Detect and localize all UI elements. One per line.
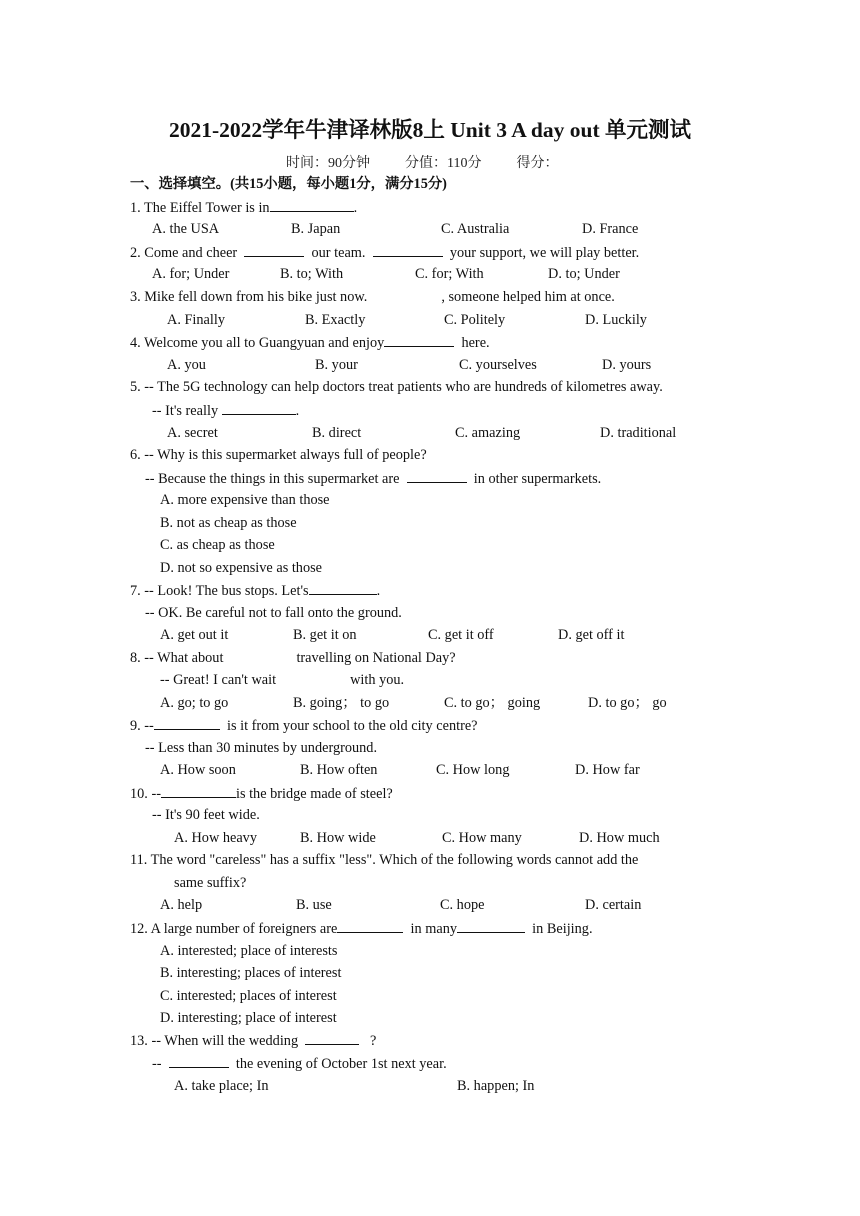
option-a: A. take place; In <box>174 1078 269 1094</box>
option-b: B. interesting; places of interest <box>160 965 342 981</box>
question-stem: in Beijing. <box>532 921 593 937</box>
answer-blank <box>244 243 304 257</box>
option-c: C. yourselves <box>459 357 537 373</box>
question-stem: -- <box>152 1056 162 1072</box>
question-13-reply <box>152 1054 447 1073</box>
question-6: 6. -- Why is this supermarket always full of people? <box>130 447 427 463</box>
question-stem: our team. <box>311 245 366 261</box>
option-c: C. to go； going <box>444 695 541 711</box>
question-stem: -- Great! I can't wait <box>160 672 277 688</box>
option-d: D. How much <box>579 830 660 846</box>
option-b: B. to; With <box>280 266 344 282</box>
option-d: D. yours <box>602 357 652 373</box>
question-stem: here. <box>461 335 490 351</box>
option-c: C. How long <box>436 762 510 778</box>
question-stem: . <box>353 200 358 216</box>
option-a: A. help <box>160 897 203 913</box>
option-b: B. get it on <box>293 627 357 643</box>
question-stem: 2. Come and cheer <box>130 245 238 261</box>
question-4 <box>130 333 490 352</box>
question-10-reply: -- It's 90 feet wide. <box>152 807 260 823</box>
question-7 <box>130 581 380 600</box>
option-a: A. you <box>167 357 206 373</box>
option-c: C. for; With <box>415 266 484 282</box>
question-12 <box>130 919 593 938</box>
option-d: D. to; Under <box>548 266 620 282</box>
question-13 <box>130 1031 376 1050</box>
question-stem: your support, we will play better. <box>449 245 640 261</box>
answer-blank <box>222 401 296 415</box>
option-d: D. not so expensive as those <box>160 560 323 576</box>
question-stem: 8. -- What about <box>130 650 224 666</box>
answer-blank <box>161 784 236 798</box>
option-d: D. get off it <box>558 627 625 643</box>
option-d: D. interesting; place of interest <box>160 1010 337 1026</box>
answer-blank <box>169 1054 229 1068</box>
question-stem: travelling on National Day? <box>296 650 456 666</box>
time-info: 时间：90分钟 <box>286 156 370 171</box>
option-b: B. direct <box>312 425 362 441</box>
option-a: A. get out it <box>160 627 229 643</box>
option-d: D. to go； go <box>588 695 667 711</box>
question-11: 11. The word "careless" has a suffix "less". Which of the following words cannot add the <box>130 852 639 868</box>
option-b: B. happen; In <box>457 1078 535 1094</box>
section-heading: 一、选择填空。(共15小题，每小题1分，满分15分) <box>130 176 447 192</box>
option-c: C. How many <box>442 830 522 846</box>
question-stem: . <box>295 403 300 419</box>
question-stem: -- Because the things in this supermarket are <box>145 471 400 487</box>
question-stem: with you. <box>350 672 405 688</box>
option-b: B. your <box>315 357 358 373</box>
question-8-reply <box>160 671 404 689</box>
question-stem: 10. -- <box>130 786 161 802</box>
question-stem: , someone helped him at once. <box>441 289 615 305</box>
question-stem: the evening of October 1st next year. <box>235 1056 447 1072</box>
question-stem: is it from your school to the old city centre? <box>226 718 478 734</box>
option-d: D. traditional <box>600 425 677 441</box>
score-info: 分值：110分 <box>405 156 482 171</box>
option-b: B. How wide <box>300 830 376 846</box>
question-2 <box>130 243 639 262</box>
question-1 <box>130 198 357 217</box>
question-11-cont: same suffix? <box>174 875 247 891</box>
option-b: B. going； to go <box>293 695 390 711</box>
question-stem: . <box>376 583 381 599</box>
option-a: A. for; Under <box>152 266 230 282</box>
option-b: B. How often <box>300 762 378 778</box>
question-stem: 9. -- <box>130 718 154 734</box>
option-b: B. Japan <box>291 221 341 237</box>
question-stem: 1. The Eiffel Tower is in <box>130 200 270 216</box>
option-a: A. go; to go <box>160 695 229 711</box>
option-a: A. Finally <box>167 312 225 328</box>
option-a: A. interested; place of interests <box>160 943 338 959</box>
question-5: 5. -- The 5G technology can help doctors treat patients who are hundreds of kilometres away. <box>130 379 663 395</box>
option-c: C. Politely <box>444 312 506 328</box>
answer-blank <box>384 333 454 347</box>
question-stem: 13. -- When will the wedding <box>130 1033 299 1049</box>
question-stem: -- It's really <box>152 403 219 419</box>
answer-blank <box>309 581 377 595</box>
question-stem: is the bridge made of steel? <box>235 786 393 802</box>
option-d: D. France <box>582 221 639 237</box>
question-7-reply: -- OK. Be careful not to fall onto the ground. <box>145 605 402 621</box>
option-a: A. more expensive than those <box>160 492 330 508</box>
question-stem: 12. A large number of foreigners are <box>130 921 338 937</box>
answer-blank <box>154 716 220 730</box>
exam-info <box>286 152 558 172</box>
option-b: B. use <box>296 897 332 913</box>
option-a: A. How heavy <box>174 830 257 846</box>
question-3 <box>130 288 615 306</box>
question-stem: 3. Mike fell down from his bike just now. <box>130 289 368 305</box>
option-d: D. Luckily <box>585 312 647 328</box>
question-10 <box>130 784 393 803</box>
answer-blank <box>407 469 467 483</box>
option-b: B. Exactly <box>305 312 366 328</box>
answer-blank <box>337 919 403 933</box>
option-c: C. Australia <box>441 221 510 237</box>
question-stem: 7. -- Look! The bus stops. Let's <box>130 583 309 599</box>
answer-blank <box>457 919 525 933</box>
answer-blank <box>305 1031 359 1045</box>
got-score-info: 得分： <box>516 156 559 171</box>
question-stem: ? <box>369 1033 377 1049</box>
question-9-reply: -- Less than 30 minutes by underground. <box>145 740 378 756</box>
question-stem: in many <box>410 921 457 937</box>
question-stem: 4. Welcome you all to Guangyuan and enjoy <box>130 335 385 351</box>
question-9 <box>130 716 478 735</box>
option-a: A. the USA <box>152 221 220 237</box>
option-c: C. amazing <box>455 425 521 441</box>
option-d: D. How far <box>575 762 640 778</box>
answer-blank <box>270 198 354 212</box>
option-c: C. interested; places of interest <box>160 988 337 1004</box>
page-title: 2021-2022学年牛津译林版8上 Unit 3 A day out 单元测试 <box>168 118 691 142</box>
question-5-reply <box>152 401 299 420</box>
answer-blank <box>373 243 443 257</box>
option-c: C. hope <box>440 897 485 913</box>
option-a: A. secret <box>167 425 218 441</box>
question-8 <box>130 649 456 667</box>
question-stem: in other supermarkets. <box>473 471 602 487</box>
question-6-reply <box>145 469 601 488</box>
option-c: C. as cheap as those <box>160 537 275 553</box>
option-c: C. get it off <box>428 627 494 643</box>
option-d: D. certain <box>585 897 642 913</box>
option-b: B. not as cheap as those <box>160 515 297 531</box>
option-a: A. How soon <box>160 762 236 778</box>
